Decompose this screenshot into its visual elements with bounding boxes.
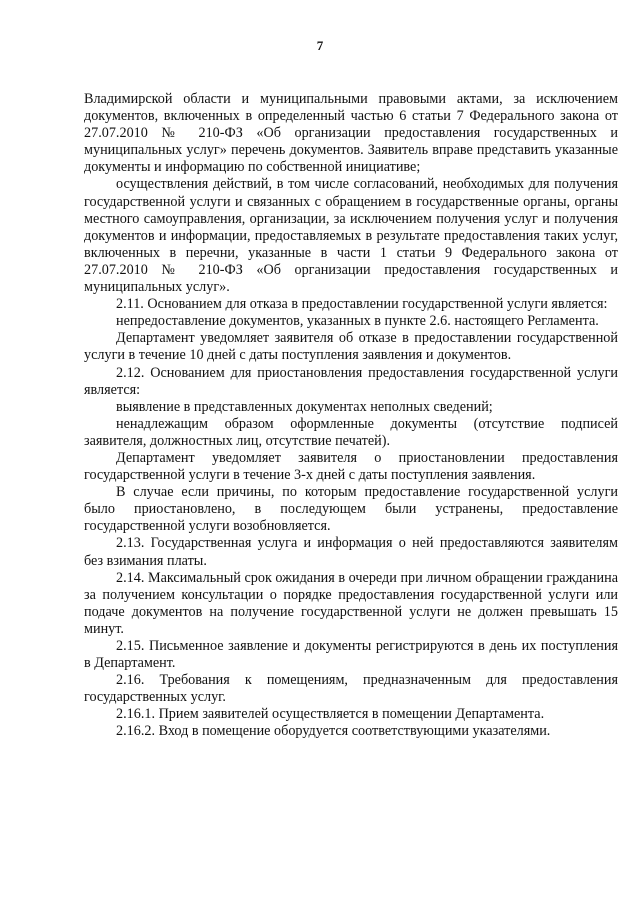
paragraph: Департамент уведомляет заявителя о приостановлении предоставления государственной услуги в течение 3-х дней с даты поступления заявления.	[84, 449, 618, 484]
document-body	[84, 91, 618, 741]
paragraph: 2.16. Требования к помещениям, предназначенным для предоставления государственных услуг.	[84, 672, 618, 706]
paragraph: 2.16.2. Вход в помещение оборудуется соответствующими указателями.	[116, 723, 551, 740]
paragraph: осуществления действий, в том числе согласований, необходимых для получения государственной услуги и связанных с обращением в государственные органы, органы местного самоуправления, организации, за исключением получения услуг и получения документов и информации, предоставляемых в результате предоставления таких услуг, включенных в перечни, указанные в части 1 статьи 9 Федерального закона от 27.07.2010 № 210-ФЗ «Об организации предоставления государственных и муниципальных услуг».	[84, 176, 618, 296]
paragraph: Департамент уведомляет заявителя об отказе в предоставлении государственной услуги в течение 10 дней с даты поступления заявления и документов.	[84, 330, 618, 364]
paragraph: выявление в представленных документах неполных сведений;	[116, 398, 493, 415]
paragraph: 2.11. Основанием для отказа в предоставлении государственной услуги является:	[116, 296, 608, 313]
page-number: 7	[316, 38, 324, 53]
paragraph: В случае если причины, по которым предоставление государственной услуги было приостановлено, в последующем были устранены, предоставление государственной услуги возобновляется.	[84, 484, 618, 535]
paragraph: 2.15. Письменное заявление и документы регистрируются в день их поступления в Департамент.	[84, 638, 618, 672]
paragraph: непредоставление документов, указанных в пункте 2.6. настоящего Регламента.	[116, 313, 599, 330]
paragraph: Владимирской области и муниципальными правовыми актами, за исключением документов, включенных в определенный частью 6 статьи 7 Федерального закона от 27.07.2010 № 210-ФЗ «Об организации предоставления государственных и муниципальных услуг» перечень документов. Заявитель вправе представить указанные документы и информацию по собственной инициативе;	[84, 91, 618, 176]
paragraph: 2.14. Максимальный срок ожидания в очереди при личном обращении гражданина за получением консультации о порядке предоставления государственной услуги или подаче документов на получение государственной услуги не должен превышать 15 минут.	[84, 569, 618, 637]
paragraph: ненадлежащим образом оформленные документы (отсутствие подписей заявителя, должностных лиц, отсутствие печатей).	[84, 415, 618, 449]
paragraph: 2.13. Государственная услуга и информация о ней предоставляются заявителям без взимания платы.	[84, 535, 618, 569]
paragraph: 2.16.1. Прием заявителей осуществляется в помещении Департамента.	[116, 706, 545, 723]
paragraph: 2.12. Основанием для приостановления предоставления государственной услуги является:	[84, 364, 618, 398]
